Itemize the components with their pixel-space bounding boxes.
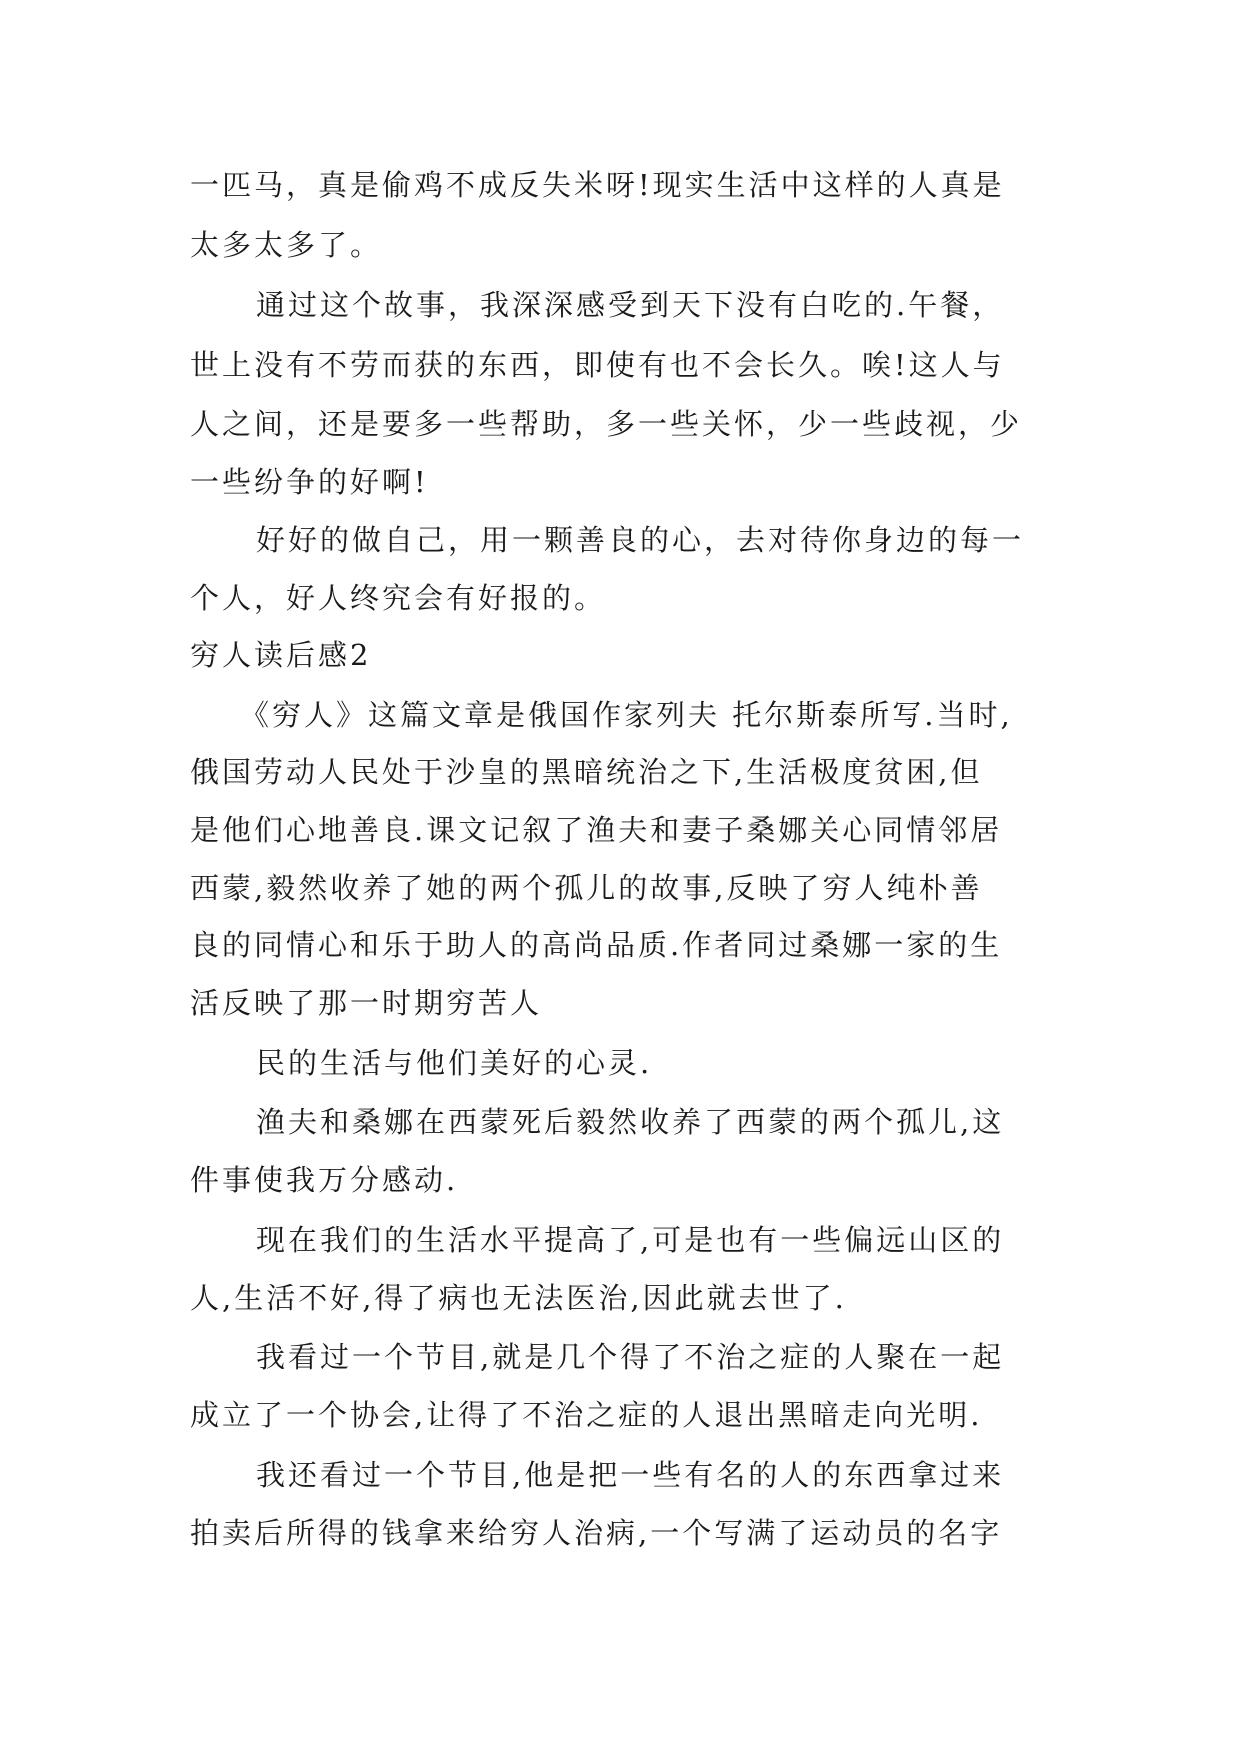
paragraph-line: 件事使我万分感动. (190, 1163, 459, 1197)
paragraph-line: 人之间，还是要多一些帮助，多一些关怀，少一些歧视，少 (190, 407, 1023, 441)
paragraph-line: 人,生活不好,得了病也无法医治,因此就去世了. (190, 1281, 847, 1315)
paragraph-line: 成立了一个协会,让得了不治之症的人退出黑暗走向光明. (190, 1398, 983, 1432)
paragraph-line: 世上没有不劳而获的东西，即使有也不会长久。唉!这人与 (190, 348, 1005, 382)
paragraph-line: 我还看过一个节目,他是把一些有名的人的东西拿过来 (256, 1458, 1005, 1492)
paragraph-line: 渔夫和桑娜在西蒙死后毅然收养了西蒙的两个孤儿,这 (256, 1105, 1005, 1139)
paragraph-line: 拍卖后所得的钱拿来给穷人治病,一个写满了运动员的名字 (190, 1516, 1003, 1550)
paragraph-line: 俄国劳动人民处于沙皇的黑暗统治之下,生活极度贫困,但 (190, 755, 983, 789)
paragraph-line: 活反映了那一时期穷苦人 (190, 986, 543, 1020)
paragraph-line: 西蒙,毅然收养了她的两个孤儿的故事,反映了穷人纯朴善 (190, 871, 983, 905)
paragraph-line: 一匹马，真是偷鸡不成反失米呀!现实生活中这样的人真是 (190, 168, 1005, 202)
paragraph-line: 一些纷争的好啊! (190, 465, 429, 499)
paragraph-line: 现在我们的生活水平提高了,可是也有一些偏远山区的 (256, 1223, 1005, 1257)
section-heading: 穷人读后感2 (190, 638, 372, 672)
paragraph-line: 民的生活与他们美好的心灵. (256, 1046, 653, 1080)
paragraph-line: 我看过一个节目,就是几个得了不治之症的人聚在一起 (256, 1340, 1005, 1374)
paragraph-line: 通过这个故事，我深深感受到天下没有白吃的.午餐， (256, 288, 1005, 322)
paragraph-line: 是他们心地善良.课文记叙了渔夫和妻子桑娜关心同情邻居 (190, 813, 1003, 847)
paragraph-line: 《穷人》这篇文章是俄国作家列夫 托尔斯泰所写.当时, (240, 698, 1013, 732)
paragraph-line: 太多太多了。 (190, 228, 383, 262)
paragraph-line: 好好的做自己，用一颗善良的心，去对待你身边的每一 (256, 523, 1025, 557)
paragraph-line: 良的同情心和乐于助人的高尚品质.作者同过桑娜一家的生 (190, 928, 1003, 962)
paragraph-line: 个人，好人终究会有好报的。 (190, 581, 607, 615)
